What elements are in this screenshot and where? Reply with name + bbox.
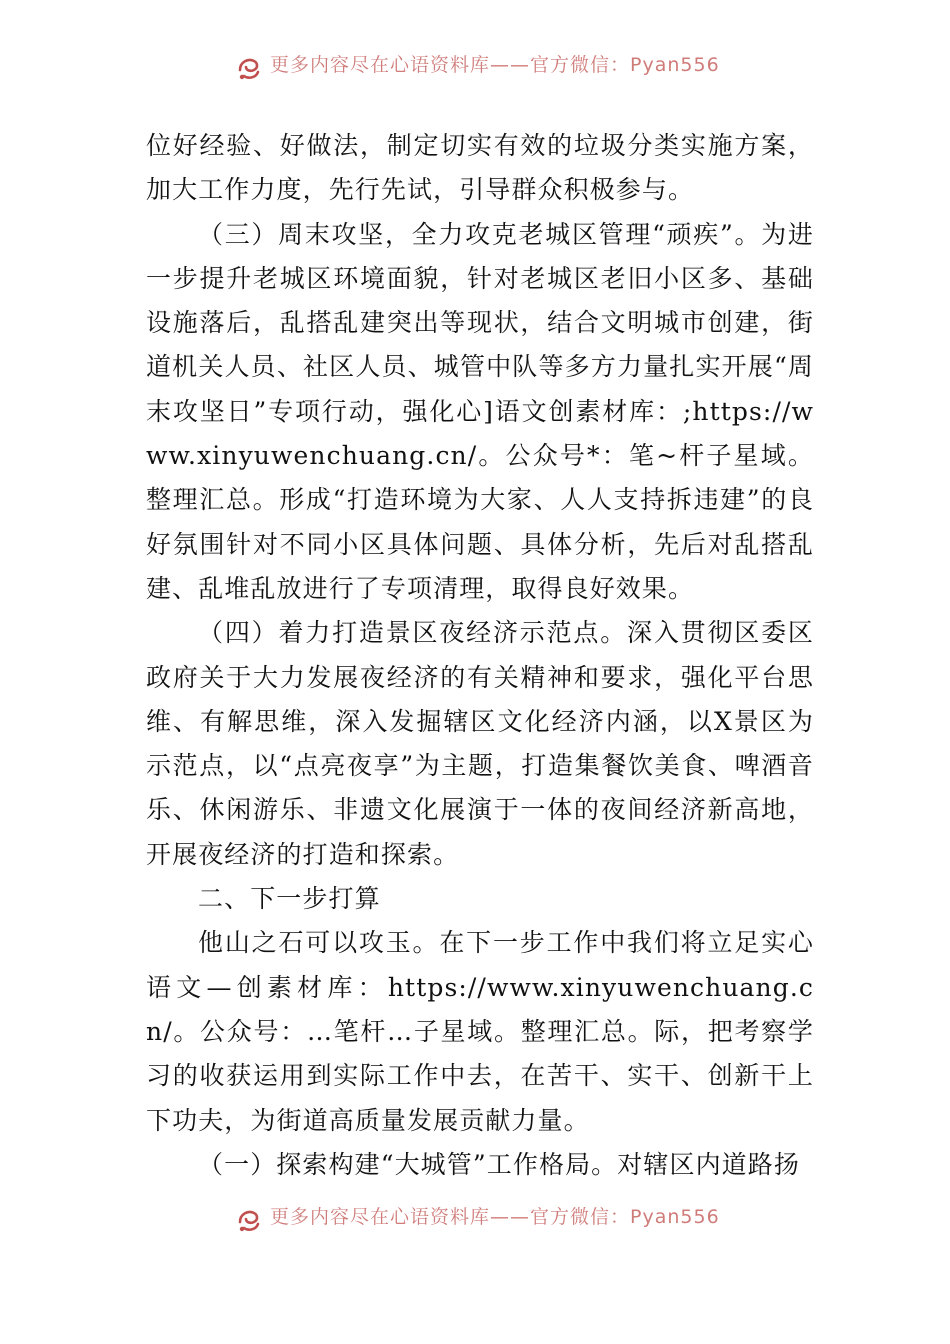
paragraph: （一）探索构建“大城管”工作格局。对辖区内道路扬 <box>198 1149 800 1179</box>
paragraph: （三）周末攻坚，全力攻克老城区管理“顽疾”。为进一步提升老城区环境面貌，针对老城区老旧小区多、基础设施落后，乱搭乱建突出等现状，结合文明城市创建，街道机关人员、社区人员、城管中队等多方力量扎实开展“周末攻坚日”专项行动，强化心]语文创素材库：;https://www.xinyuwenchuang.cn/。公众号*：笔~杆子星域。整理汇总。形成“打造环境为大家、人人支持拆违建”的良好氛围针对不同小区具体问题、具体分析，先后对乱搭乱建、乱堆乱放进行了专项清理，取得良好效果。 <box>146 219 814 603</box>
footer-watermark-banner <box>236 1206 756 1236</box>
paragraph: 他山之石可以攻玉。在下一步工作中我们将立足实心语文—创素材库：https://www.xinyuwenchuang.cn/。公众号：…笔杆…子星域。整理汇总。际，把考察学习的收获运用到实际工作中去，在苦干、实干、创新干上下功夫，为街道高质量发展贡献力量。 <box>146 928 814 1135</box>
brand-logo-icon <box>236 56 262 82</box>
section-heading: 二、下一步打算 <box>198 884 381 914</box>
watermark-text: 更多内容尽在心语资料库——官方微信：Pyan556 <box>270 54 720 76</box>
paragraph: 位好经验、好做法，制定切实有效的垃圾分类实施方案，加大工作力度，先行先试，引导群众积极参与。 <box>146 131 814 205</box>
document-body <box>146 124 814 1187</box>
brand-logo-icon <box>236 1208 262 1234</box>
header-watermark-banner <box>236 54 756 84</box>
watermark-text: 更多内容尽在心语资料库——官方微信：Pyan556 <box>270 1206 720 1228</box>
paragraph: （四）着力打造景区夜经济示范点。深入贯彻区委区政府关于大力发展夜经济的有关精神和要求，强化平台思维、有解思维，深入发掘辖区文化经济内涵，以X景区为示范点，以“点亮夜享”为主题，打造集餐饮美食、啤酒音乐、休闲游乐、非遗文化展演于一体的夜间经济新高地，开展夜经济的打造和探索。 <box>146 618 814 869</box>
